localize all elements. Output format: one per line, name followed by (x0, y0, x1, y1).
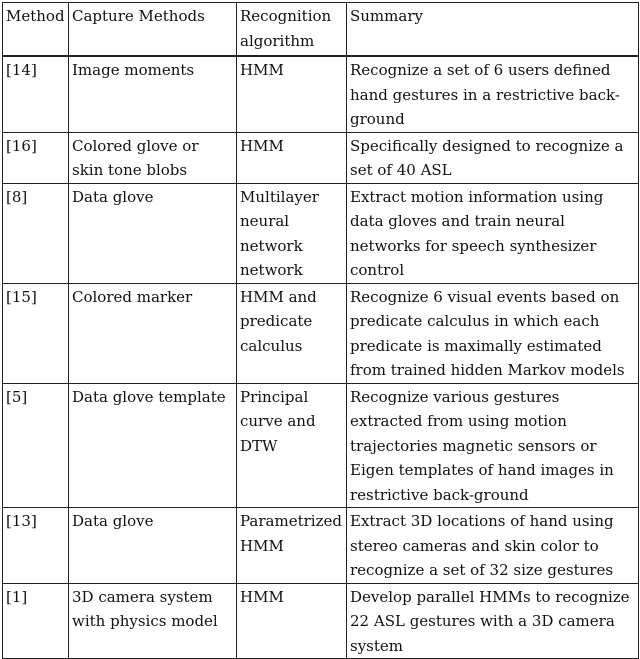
table-row (3, 583, 639, 659)
cell-method: [13] (3, 508, 69, 584)
cell-algorithm: HMM and predicate calculus (237, 283, 347, 383)
header-recognition-algorithm-text: Recognition algorithm (240, 7, 332, 50)
gesture-methods-table (2, 2, 639, 659)
cell-capture: Data glove (69, 508, 237, 584)
table-row (3, 132, 639, 183)
cell-capture: 3D camera system with physics model (69, 583, 237, 659)
cell-algorithm: HMM (237, 56, 347, 132)
cell-summary: Specifically designed to recognize a set of 40 ASL (347, 132, 639, 183)
cell-algorithm: Parametrized HMM (237, 508, 347, 584)
table-header-row (3, 3, 639, 57)
cell-summary: Recognize 6 visual events based on predicate calculus in which each predicate is maximally estimated from trained hidden Markov models (347, 283, 639, 383)
cell-method: [1] (3, 583, 69, 659)
cell-capture: Image moments (69, 56, 237, 132)
header-capture-methods: Capture Methods (69, 3, 237, 57)
cell-capture: Data glove template (69, 383, 237, 508)
gesture-methods-table-container (2, 2, 638, 659)
cell-summary: Recognize various gestures extracted from using motion trajectories magnetic sensors or Eigen templates of hand images in restrictive back-ground (347, 383, 639, 508)
cell-summary: Extract 3D locations of hand using stereo cameras and skin color to recognize a set of 32 size gestures (347, 508, 639, 584)
cell-algorithm: Multilayer neural network network (237, 183, 347, 283)
header-summary: Summary (347, 3, 639, 57)
header-recognition-algorithm (237, 3, 347, 57)
cell-algorithm: HMM (237, 583, 347, 659)
header-method: Method (3, 3, 69, 57)
cell-capture: Colored marker (69, 283, 237, 383)
cell-method: [14] (3, 56, 69, 132)
cell-summary: Develop parallel HMMs to recognize 22 ASL gestures with a 3D camera system (347, 583, 639, 659)
cell-capture: Data glove (69, 183, 237, 283)
cell-method: [8] (3, 183, 69, 283)
table-row (3, 183, 639, 283)
cell-summary: Extract motion information using data gloves and train neural networks for speech synthesizer control (347, 183, 639, 283)
table-row (3, 383, 639, 508)
cell-method: [16] (3, 132, 69, 183)
cell-capture: Colored glove or skin tone blobs (69, 132, 237, 183)
table-row (3, 283, 639, 383)
cell-summary: Recognize a set of 6 users defined hand gestures in a restrictive back-ground (347, 56, 639, 132)
cell-algorithm: Principal curve and DTW (237, 383, 347, 508)
cell-method: [15] (3, 283, 69, 383)
cell-method: [5] (3, 383, 69, 508)
table-row (3, 508, 639, 584)
cell-algorithm: HMM (237, 132, 347, 183)
table-row (3, 56, 639, 132)
